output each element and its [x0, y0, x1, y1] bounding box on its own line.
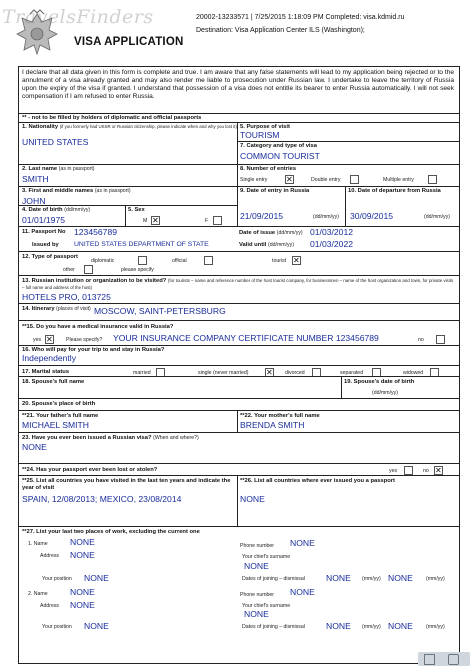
job-position-value: NONE — [84, 621, 109, 631]
purpose-label: 5. Purpose of visit — [240, 124, 290, 130]
russian-visa-label: 23. Have you ever been issued a Russian visa? — [22, 435, 152, 441]
job-name-value: NONE — [70, 587, 95, 597]
insurance-value: YOUR INSURANCE COMPANY CERTIFICATE NUMBER 123456789 — [113, 333, 379, 343]
issued-by-value: UNITED STATES DEPARTMENT OF STATE — [74, 241, 209, 248]
valid-until-hint: (dd/mm/yy) — [268, 242, 294, 248]
issue-date-hint: (dd/mm/yy) — [276, 230, 303, 236]
passport-countries-label: **26. List all countries where ever issued you a passport — [240, 478, 395, 484]
nationality-label: 1. Nationality — [22, 124, 59, 130]
sex-label: 5. Sex — [128, 207, 145, 213]
dob-hint: (dd/mm/yy) — [64, 207, 91, 213]
passport-no-label: 11. Passport No — [22, 229, 66, 235]
insurance-no-label: no — [418, 337, 424, 343]
corner-toolbar — [418, 652, 470, 666]
passport-type-label: 12. Type of passport — [22, 254, 78, 260]
job-address-label: Address — [40, 603, 60, 609]
issued-by-label: Issued by — [32, 242, 59, 248]
payer-label: 16. Who will pay for your trip to and stay in Russia? — [22, 347, 165, 353]
insurance-yes-label: yes — [33, 337, 42, 343]
job-address-value: NONE — [70, 550, 95, 560]
russian-visa-value: NONE — [22, 442, 47, 452]
job-phone-value: NONE — [290, 587, 315, 597]
insurance-label: **15. Do you have a medical insurance valid in Russia? — [22, 324, 174, 330]
countries-visited-value: SPAIN, 12/08/2013; MEXICO, 23/08/2014 — [22, 494, 182, 504]
diplomatic-label: diplomatic — [91, 258, 115, 264]
job-chief-value: NONE — [244, 609, 269, 619]
passport-lost-no-checkbox[interactable]: ✕ — [435, 466, 442, 475]
spouse-dob-label: 19. Spouse's date of birth — [344, 379, 415, 385]
job-name-value: NONE — [70, 537, 95, 547]
job-address-label: Address — [40, 553, 60, 559]
departure-date-label: 10. Date of departure from Russia — [348, 188, 441, 194]
nationality-hint: (if you formerly had USSR or Russian citizenship, please indicate when and why you lost it) — [59, 124, 237, 129]
diplomatic-note: ** - not to be filled by holders of diplomatic and official passports — [22, 115, 202, 121]
passport-lost-yes-label: yes — [389, 468, 398, 474]
job-to-value: NONE — [388, 573, 413, 583]
multiple-entry-checkbox[interactable] — [428, 175, 437, 184]
payer-value: Independently — [22, 353, 76, 363]
widowed-label: widowed — [403, 370, 424, 376]
insurance-no-checkbox[interactable] — [436, 335, 445, 344]
passport-no-value: 123456789 — [74, 227, 118, 237]
entry-date-format: (dd/mm/yy) — [313, 214, 339, 220]
passport-lost-no-label: no — [423, 468, 429, 474]
job-dates-label: Dates of joining – dismissal — [242, 624, 305, 630]
itinerary-value: MOSCOW, SAINT-PETERSBURG — [94, 306, 226, 316]
single-entry-checkbox[interactable]: ✕ — [286, 175, 293, 184]
watermark: TravelsFinders — [2, 6, 154, 28]
visa-category-value: COMMON TOURIST — [240, 151, 320, 161]
job-name-label: Name — [33, 591, 48, 597]
sex-m-label: M — [143, 218, 148, 224]
sex-f-checkbox[interactable] — [213, 216, 222, 225]
first-name-hint: (as in passport) — [94, 188, 131, 194]
declaration-text: I declare that all data given in this form is complete and true. I am aware that any false statements will lead to my application being rejected or to the annulment of a visa already granted and may also render me liable to prosecution under Russian law. I undertake to leave the territory of Russia upon the expiry of the visa if granted. I understand that possession of a visa does not entitle its bearer to enter Russia automatically. I will not seek compensation if I am refused to enter Russia. — [22, 69, 454, 100]
divorced-label: divorced — [285, 370, 305, 376]
entry-date-label: 9. Date of entry in Russia — [240, 188, 310, 194]
multiple-entry-label: Multiple entry — [383, 177, 414, 183]
job-chief-label: Your chief's surname — [242, 603, 291, 609]
job-phone-label: Phone number — [240, 592, 275, 598]
job-to-value: NONE — [388, 621, 413, 631]
single-checkbox[interactable]: ✕ — [266, 368, 273, 377]
departure-date-value: 30/09/2015 — [350, 211, 394, 221]
passport-lost-yes-checkbox[interactable] — [404, 466, 413, 475]
issue-date-value: 01/03/2012 — [310, 227, 354, 237]
job-position-label: Your position — [42, 624, 72, 630]
diplomatic-checkbox[interactable] — [138, 256, 147, 265]
job-phone-label: Phone number — [240, 543, 275, 549]
official-checkbox[interactable] — [204, 256, 213, 265]
valid-until-value: 01/03/2022 — [310, 239, 354, 249]
tourist-label: tourist — [272, 258, 287, 264]
job-chief-value: NONE — [244, 561, 269, 571]
spouse-birthplace-label: 20. Spouse's place of birth — [22, 401, 96, 407]
last-name-hint: (as in passport) — [58, 166, 95, 172]
last-name-value: SMITH — [22, 174, 49, 184]
job-dates-label: Dates of joining – dismissal — [242, 576, 305, 582]
visa-category-label: 7. Category and type of visa — [240, 143, 317, 149]
first-name-label: 3. First and middle names — [22, 188, 94, 194]
nationality-value: UNITED STATES — [22, 137, 89, 147]
job-from-value: NONE — [326, 573, 351, 583]
job-name-label: Name — [33, 541, 48, 547]
departure-date-format: (dd/mm/yy) — [424, 214, 450, 220]
job-from-value: NONE — [326, 621, 351, 631]
issue-date-label: Date of issue — [239, 230, 276, 236]
mother-name-value: BRENDA SMITH — [240, 420, 305, 430]
russian-visa-hint: (When and where?) — [153, 435, 199, 441]
institution-hint: (for tourists – name and reference number of the host tourist company, for businessmen – name of the host organization and town, for private visits – full name and address of the host) — [22, 278, 454, 290]
insurance-specify-label: Please specify? — [66, 337, 103, 343]
father-name-label: **21. Your father's full name — [22, 413, 99, 419]
destination-line: Destination: Visa Application Center ILS (Washington); — [196, 27, 365, 34]
itinerary-hint: (places of visit) — [56, 306, 91, 312]
entry-date-value: 21/09/2015 — [240, 211, 284, 221]
marital-label: 17. Marital status — [22, 369, 70, 375]
itinerary-label: 14. Itinerary — [22, 306, 55, 312]
official-label: official — [172, 258, 187, 264]
reference-line: 20002-13233571 | 7/25/2015 1:18:09 PM Completed: visa.kdmid.ru — [196, 14, 405, 21]
entries-label: 8. Number of entries — [240, 166, 297, 172]
spouse-dob-hint: (dd/mm/yy) — [372, 390, 398, 396]
spouse-name-label: 18. Spouse's full name — [22, 379, 85, 385]
sex-f-label: F — [205, 218, 209, 224]
passport-countries-value: NONE — [240, 494, 265, 504]
single-label: single (never married) — [198, 370, 249, 376]
job-chief-label: Your chief's surname — [242, 554, 291, 560]
other-checkbox[interactable] — [84, 265, 93, 274]
please-specify-label: please specify — [121, 267, 154, 273]
share-icon[interactable] — [448, 654, 459, 665]
purpose-value: TOURISM — [240, 130, 280, 140]
job-position-label: Your position — [42, 576, 72, 582]
double-entry-label: Double entry — [311, 177, 341, 183]
first-name-value: JOHN — [22, 196, 46, 206]
tourist-checkbox[interactable]: ✕ — [293, 256, 300, 265]
other-label: other — [63, 267, 75, 273]
dob-label: 4. Date of birth — [22, 207, 63, 213]
last-name-label: 2. Last name — [22, 166, 58, 172]
married-label: married — [133, 370, 151, 376]
single-entry-label: Single entry — [240, 177, 268, 183]
job-position-value: NONE — [84, 573, 109, 583]
job-phone-value: NONE — [290, 538, 315, 548]
insurance-yes-checkbox[interactable]: ✕ — [46, 335, 53, 344]
expand-icon[interactable] — [424, 654, 435, 665]
countries-visited-label: **25. List all countries you have visited in the last ten years and indicate the year of visit — [22, 478, 231, 491]
institution-value: HOTELS PRO, 013725 — [22, 292, 111, 302]
separated-label: separated — [340, 370, 364, 376]
valid-until-label: Valid until — [239, 242, 267, 248]
passport-lost-label: **24. Has your passport ever been lost or stolen? — [22, 467, 158, 473]
job-address-value: NONE — [70, 600, 95, 610]
father-name-value: MICHAEL SMITH — [22, 420, 90, 430]
institution-label: 13. Russian institution or organization to be visited? — [22, 278, 167, 284]
page-title: VISA APPLICATION — [74, 36, 184, 48]
dob-value: 01/01/1975 — [22, 215, 66, 225]
sex-m-checkbox[interactable]: ✕ — [152, 216, 159, 225]
work-places-label: **27. List your last two places of work, excluding the current one — [22, 529, 200, 535]
mother-name-label: **22. Your mother's full name — [240, 413, 320, 419]
double-entry-checkbox[interactable] — [350, 175, 359, 184]
